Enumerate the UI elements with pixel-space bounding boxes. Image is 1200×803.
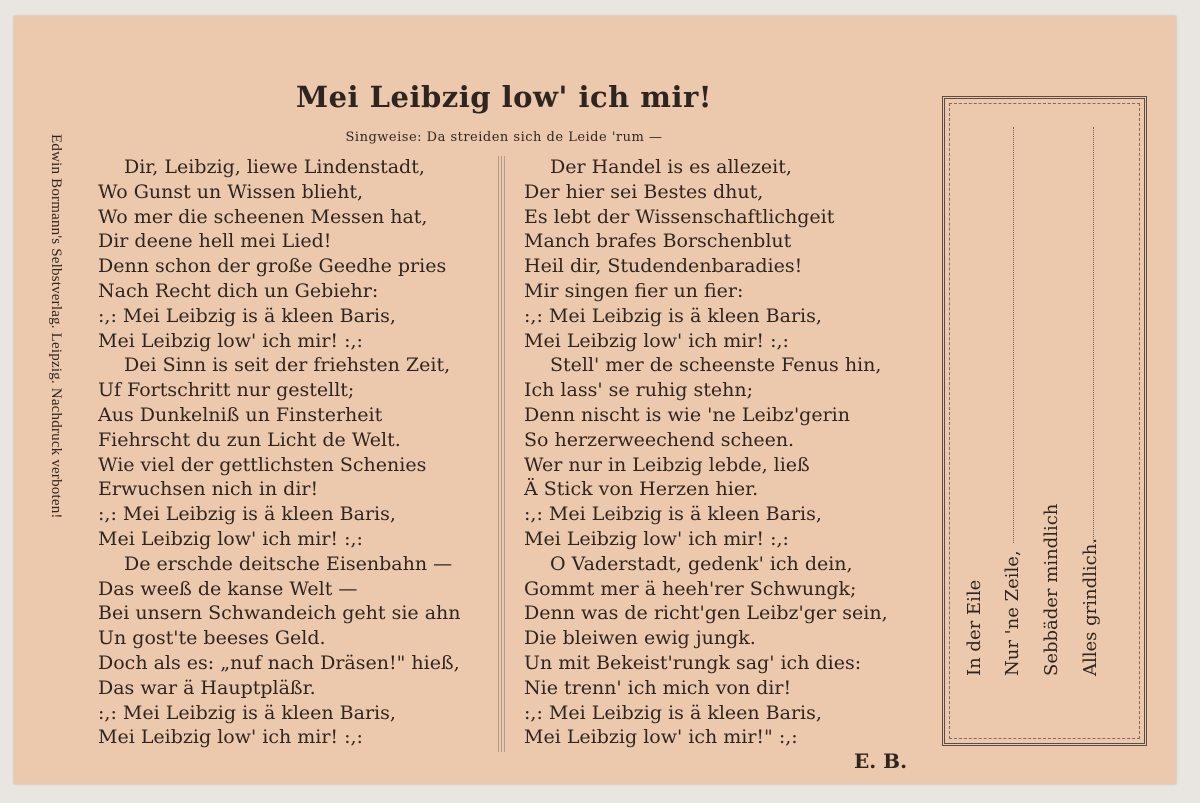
verse-line: Der Handel is es allezeit, (550, 156, 792, 178)
verse-line: Denn schon der große Geedhe pries (98, 255, 447, 278)
publisher-imprint: Edwin Bormann's Selbstverlag. Leipzig. Nachdruck verboten! (48, 134, 64, 519)
verse-line: Nach Recht dich un Gebiehr: (98, 279, 379, 302)
address-verse-line: Sebbäder mindlich (1041, 503, 1062, 676)
verse-column-right (524, 155, 924, 750)
verse-line: Aus Dunkelniß un Finsterheit (98, 403, 383, 426)
column-divider (498, 156, 507, 752)
postcard (14, 16, 1176, 784)
verse-line: Mei Leibzig low' ich mir! :,: (98, 527, 363, 550)
verse-line: :,: Mei Leibzig is ä kleen Baris, (98, 304, 396, 327)
verse-line: Gommt mer ä heeh'rer Schwungk; (524, 577, 857, 600)
verse-line: Wo Gunst un Wissen blieht, (98, 180, 364, 203)
verse-line: Es lebt der Wissenschaftlichgeit (524, 205, 835, 228)
verse-line: Un mit Bekeist'rungk sag' ich dies: (524, 651, 862, 674)
verse-line: Dir, Leibzig, liewe Lindenstadt, (124, 156, 425, 178)
verse-line: Doch als es: „nuf nach Dräsen!" hieß, (98, 651, 460, 674)
writing-line (1013, 127, 1014, 543)
verse-line: De erschde deitsche Eisenbahn — (124, 552, 453, 575)
verse-line: :,: Mei Leibzig is ä kleen Baris, (524, 503, 822, 526)
verse-line: Uf Fortschritt nur gestellt; (98, 379, 355, 402)
melody-note: Singweise: Da streiden sich de Leide 'rum — (345, 130, 663, 145)
verse-line: Fiehrscht du zun Licht de Welt. (98, 428, 401, 451)
author-initials: E. B. (854, 749, 908, 773)
verse-line: Denn was de richt'gen Leibz'ger sein, (524, 602, 888, 625)
verse-line: Manch brafes Borschenblut (524, 230, 792, 253)
verse-line: :,: Mei Leibzig is ä kleen Baris, (98, 503, 396, 526)
verse-line: Mei Leibzig low' ich mir! :,: (524, 527, 789, 550)
verse-line: O Vaderstadt, gedenk' ich dein, (550, 552, 853, 575)
writing-line (1093, 127, 1094, 543)
verse-column-left (98, 155, 488, 750)
address-verse-line: Alles grindlich. (1080, 537, 1101, 676)
verse-line: Erwuchsen nich in dir! (98, 478, 319, 501)
verse-line: Das weeß de kanse Welt — (98, 577, 358, 600)
verse-line: Wo mer die scheenen Messen hat, (98, 205, 428, 228)
verse-line: Mei Leibzig low' ich mir! :,: (98, 726, 363, 749)
verse-line: :,: Mei Leibzig is ä kleen Baris, (524, 304, 822, 327)
verse-line: :,: Mei Leibzig is ä kleen Baris, (524, 701, 822, 724)
verse-line: Die bleiwen ewig jungk. (524, 627, 756, 650)
verse-line: Dir deene hell mei Lied! (98, 230, 332, 253)
verse-line: So herzerweechend scheen. (524, 428, 795, 451)
verse-line: Denn nischt is wie 'ne Leibz'gerin (524, 403, 850, 426)
verse-line: Ich lass' se ruhig stehn; (524, 379, 753, 402)
verse-line: Mei Leibzig low' ich mir!" :,: (524, 726, 798, 749)
verse-line: Mir singen fier un fier: (524, 279, 744, 302)
verse-line: Dei Sinn is seit der friehsten Zeit, (124, 354, 451, 377)
verse-line: Wie viel der gettlichsten Schenies (98, 453, 427, 476)
verse-line: Wer nur in Leibzig lebde, ließ (524, 453, 810, 476)
verse-line: :,: Mei Leibzig is ä kleen Baris, (98, 701, 396, 724)
verse-line: Un gost'te beeses Geld. (98, 627, 326, 650)
verse-line: Stell' mer de scheenste Fenus hin, (550, 354, 882, 377)
verse-line: Heil dir, Studendenbaradies! (524, 255, 803, 278)
verse-line: Mei Leibzig low' ich mir! :,: (98, 329, 363, 352)
verse-line: Mei Leibzig low' ich mir! :,: (524, 329, 789, 352)
poem-title: Mei Leibzig low' ich mir! (295, 80, 713, 114)
verse-line: Ä Stick von Herzen hier. (524, 478, 759, 501)
address-verse-line: Nur 'ne Zeile, (1002, 550, 1023, 676)
verse-line: Nie trenn' ich mich von dir! (524, 676, 792, 699)
address-verse-line: In der Eile (964, 579, 985, 676)
verse-line: Das war ä Hauptpläßr. (98, 676, 316, 699)
verse-line: Der hier sei Bestes dhut, (524, 180, 764, 203)
verse-line: Bei unsern Schwandeich geht sie ahn (98, 602, 461, 625)
